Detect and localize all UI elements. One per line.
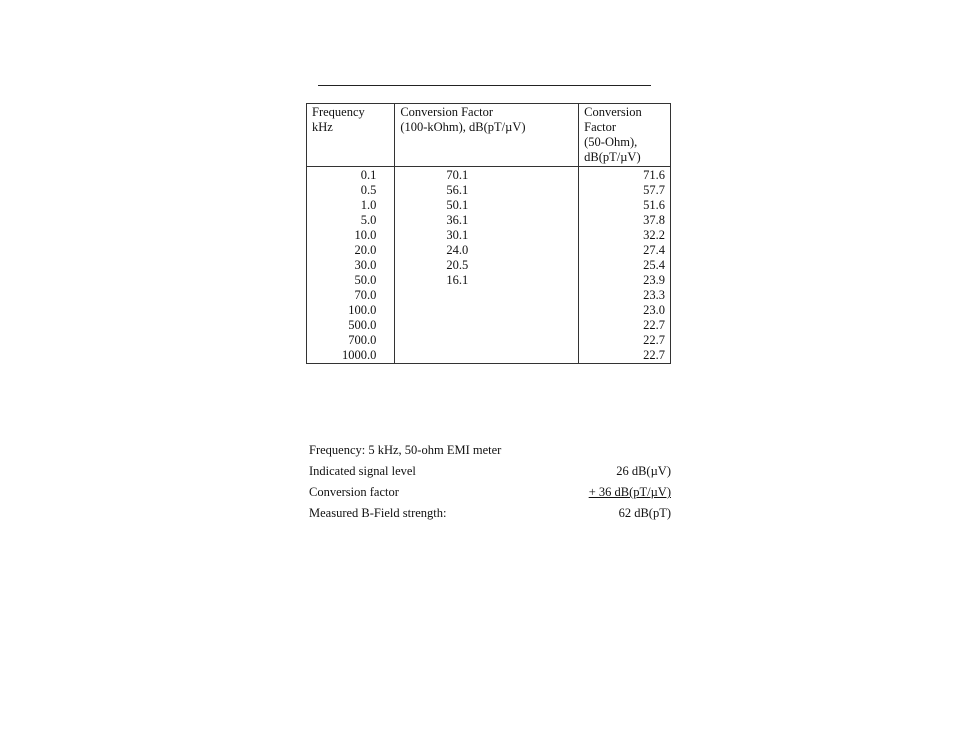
cell-conversion-100k: 70.1 — [395, 167, 579, 184]
cell-conversion-50ohm: 23.3 — [579, 288, 671, 303]
cell-frequency: 70.0 — [354, 288, 377, 302]
table-row — [307, 318, 671, 333]
example-line-value: 62 dB(pT) — [618, 506, 671, 520]
cell-frequency: 5.0 — [360, 213, 377, 227]
cell-frequency: 10.0 — [354, 228, 377, 242]
table-row — [307, 273, 671, 288]
conversion-factor-table — [306, 103, 671, 364]
cell-conversion-50ohm: 27.4 — [579, 243, 671, 258]
table-row — [307, 198, 671, 213]
header-line: Frequency — [312, 105, 365, 119]
table-row — [307, 183, 671, 198]
cell-conversion-100k: 56.1 — [395, 183, 579, 198]
example-heading-row — [309, 440, 679, 461]
cell-frequency: 30.0 — [354, 258, 377, 272]
example-line-label: Measured B-Field strength: — [309, 506, 447, 520]
cell-conversion-50ohm: 25.4 — [579, 258, 671, 273]
cell-frequency: 0.1 — [360, 168, 377, 182]
header-line: (50-Ohm), dB(pT/µV) — [584, 135, 641, 164]
cell-conversion-100k — [395, 333, 579, 348]
example-calculation — [309, 440, 679, 524]
table-row — [307, 243, 671, 258]
table-row — [307, 213, 671, 228]
cell-conversion-50ohm: 23.0 — [579, 303, 671, 318]
example-line-value: + 36 dB(pT/µV) — [588, 485, 671, 499]
cell-conversion-100k — [395, 348, 579, 364]
header-line: (100-kOhm), dB(pT/µV) — [400, 120, 526, 134]
cell-conversion-100k: 30.1 — [395, 228, 579, 243]
cell-conversion-100k: 36.1 — [395, 213, 579, 228]
header-frequency — [307, 104, 395, 167]
cell-frequency: 0.5 — [360, 183, 377, 197]
example-heading: Frequency: 5 kHz, 50-ohm EMI meter — [309, 443, 502, 457]
cell-conversion-50ohm: 23.9 — [579, 273, 671, 288]
example-line-value: 26 dB(µV) — [616, 464, 671, 478]
header-line: Conversion Factor — [400, 105, 494, 119]
cell-frequency: 20.0 — [354, 243, 377, 257]
cell-frequency: 1000.0 — [341, 348, 377, 362]
example-line-label: Conversion factor — [309, 485, 399, 499]
cell-conversion-100k: 50.1 — [395, 198, 579, 213]
top-rule — [318, 85, 651, 86]
table-row — [307, 348, 671, 364]
cell-conversion-50ohm: 32.2 — [579, 228, 671, 243]
cell-conversion-50ohm: 22.7 — [579, 333, 671, 348]
cell-conversion-100k — [395, 288, 579, 303]
cell-conversion-100k: 24.0 — [395, 243, 579, 258]
table-row — [307, 303, 671, 318]
cell-conversion-100k — [395, 318, 579, 333]
cell-frequency: 500.0 — [348, 318, 377, 332]
table-row — [307, 333, 671, 348]
example-line — [309, 503, 679, 524]
example-line-label: Indicated signal level — [309, 464, 416, 478]
cell-frequency: 50.0 — [354, 273, 377, 287]
example-line — [309, 461, 679, 482]
cell-frequency: 100.0 — [348, 303, 377, 317]
example-line — [309, 482, 679, 503]
table-row — [307, 288, 671, 303]
cell-conversion-50ohm: 71.6 — [579, 167, 671, 184]
table-row — [307, 167, 671, 184]
cell-conversion-50ohm: 22.7 — [579, 348, 671, 364]
header-conversion-50ohm — [579, 104, 671, 167]
cell-frequency: 1.0 — [360, 198, 377, 212]
table-row — [307, 228, 671, 243]
header-line: kHz — [312, 120, 333, 134]
cell-conversion-100k — [395, 303, 579, 318]
cell-conversion-100k: 16.1 — [395, 273, 579, 288]
header-conversion-100k — [395, 104, 579, 167]
header-line: Conversion Factor — [584, 105, 642, 134]
table-body — [307, 167, 671, 364]
cell-conversion-50ohm: 57.7 — [579, 183, 671, 198]
cell-conversion-50ohm: 37.8 — [579, 213, 671, 228]
cell-frequency: 700.0 — [348, 333, 377, 347]
cell-conversion-50ohm: 51.6 — [579, 198, 671, 213]
cell-conversion-100k: 20.5 — [395, 258, 579, 273]
cell-conversion-50ohm: 22.7 — [579, 318, 671, 333]
table-header-row — [307, 104, 671, 167]
table-row — [307, 258, 671, 273]
